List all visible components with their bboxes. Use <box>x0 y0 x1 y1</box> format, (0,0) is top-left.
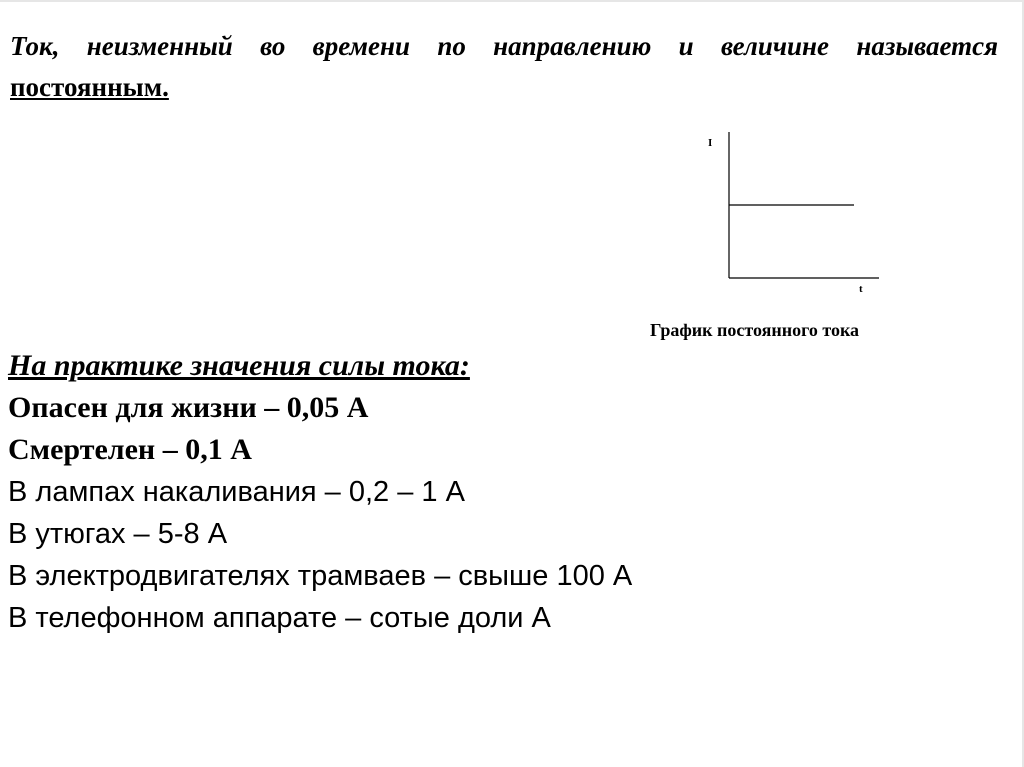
graph-caption: График постоянного тока <box>650 320 860 340</box>
definition-term: постоянным. <box>10 72 169 102</box>
practice-heading: На практике значения силы тока: <box>8 349 470 382</box>
constant-current-graph <box>700 128 890 298</box>
y-axis-label: I <box>708 137 713 149</box>
practice-section <box>8 345 908 639</box>
practice-item: Смертелен – 0,1 А <box>8 433 252 466</box>
practice-item: Опасен для жизни – 0,05 А <box>8 391 369 424</box>
practice-item: В электродвигателях трамваев – свыше 100 А <box>8 560 633 592</box>
definition-paragraph <box>10 26 998 108</box>
definition-text: Ток, неизменный во времени по направлению и величине называется <box>10 31 998 61</box>
practice-item: В утюгах – 5-8 А <box>8 518 228 550</box>
practice-item: В лампах накаливания – 0,2 – 1 А <box>8 476 465 508</box>
frame-top-border <box>0 0 1024 2</box>
x-axis-label: t <box>859 283 863 295</box>
practice-item: В телефонном аппарате – сотые доли А <box>8 602 551 634</box>
